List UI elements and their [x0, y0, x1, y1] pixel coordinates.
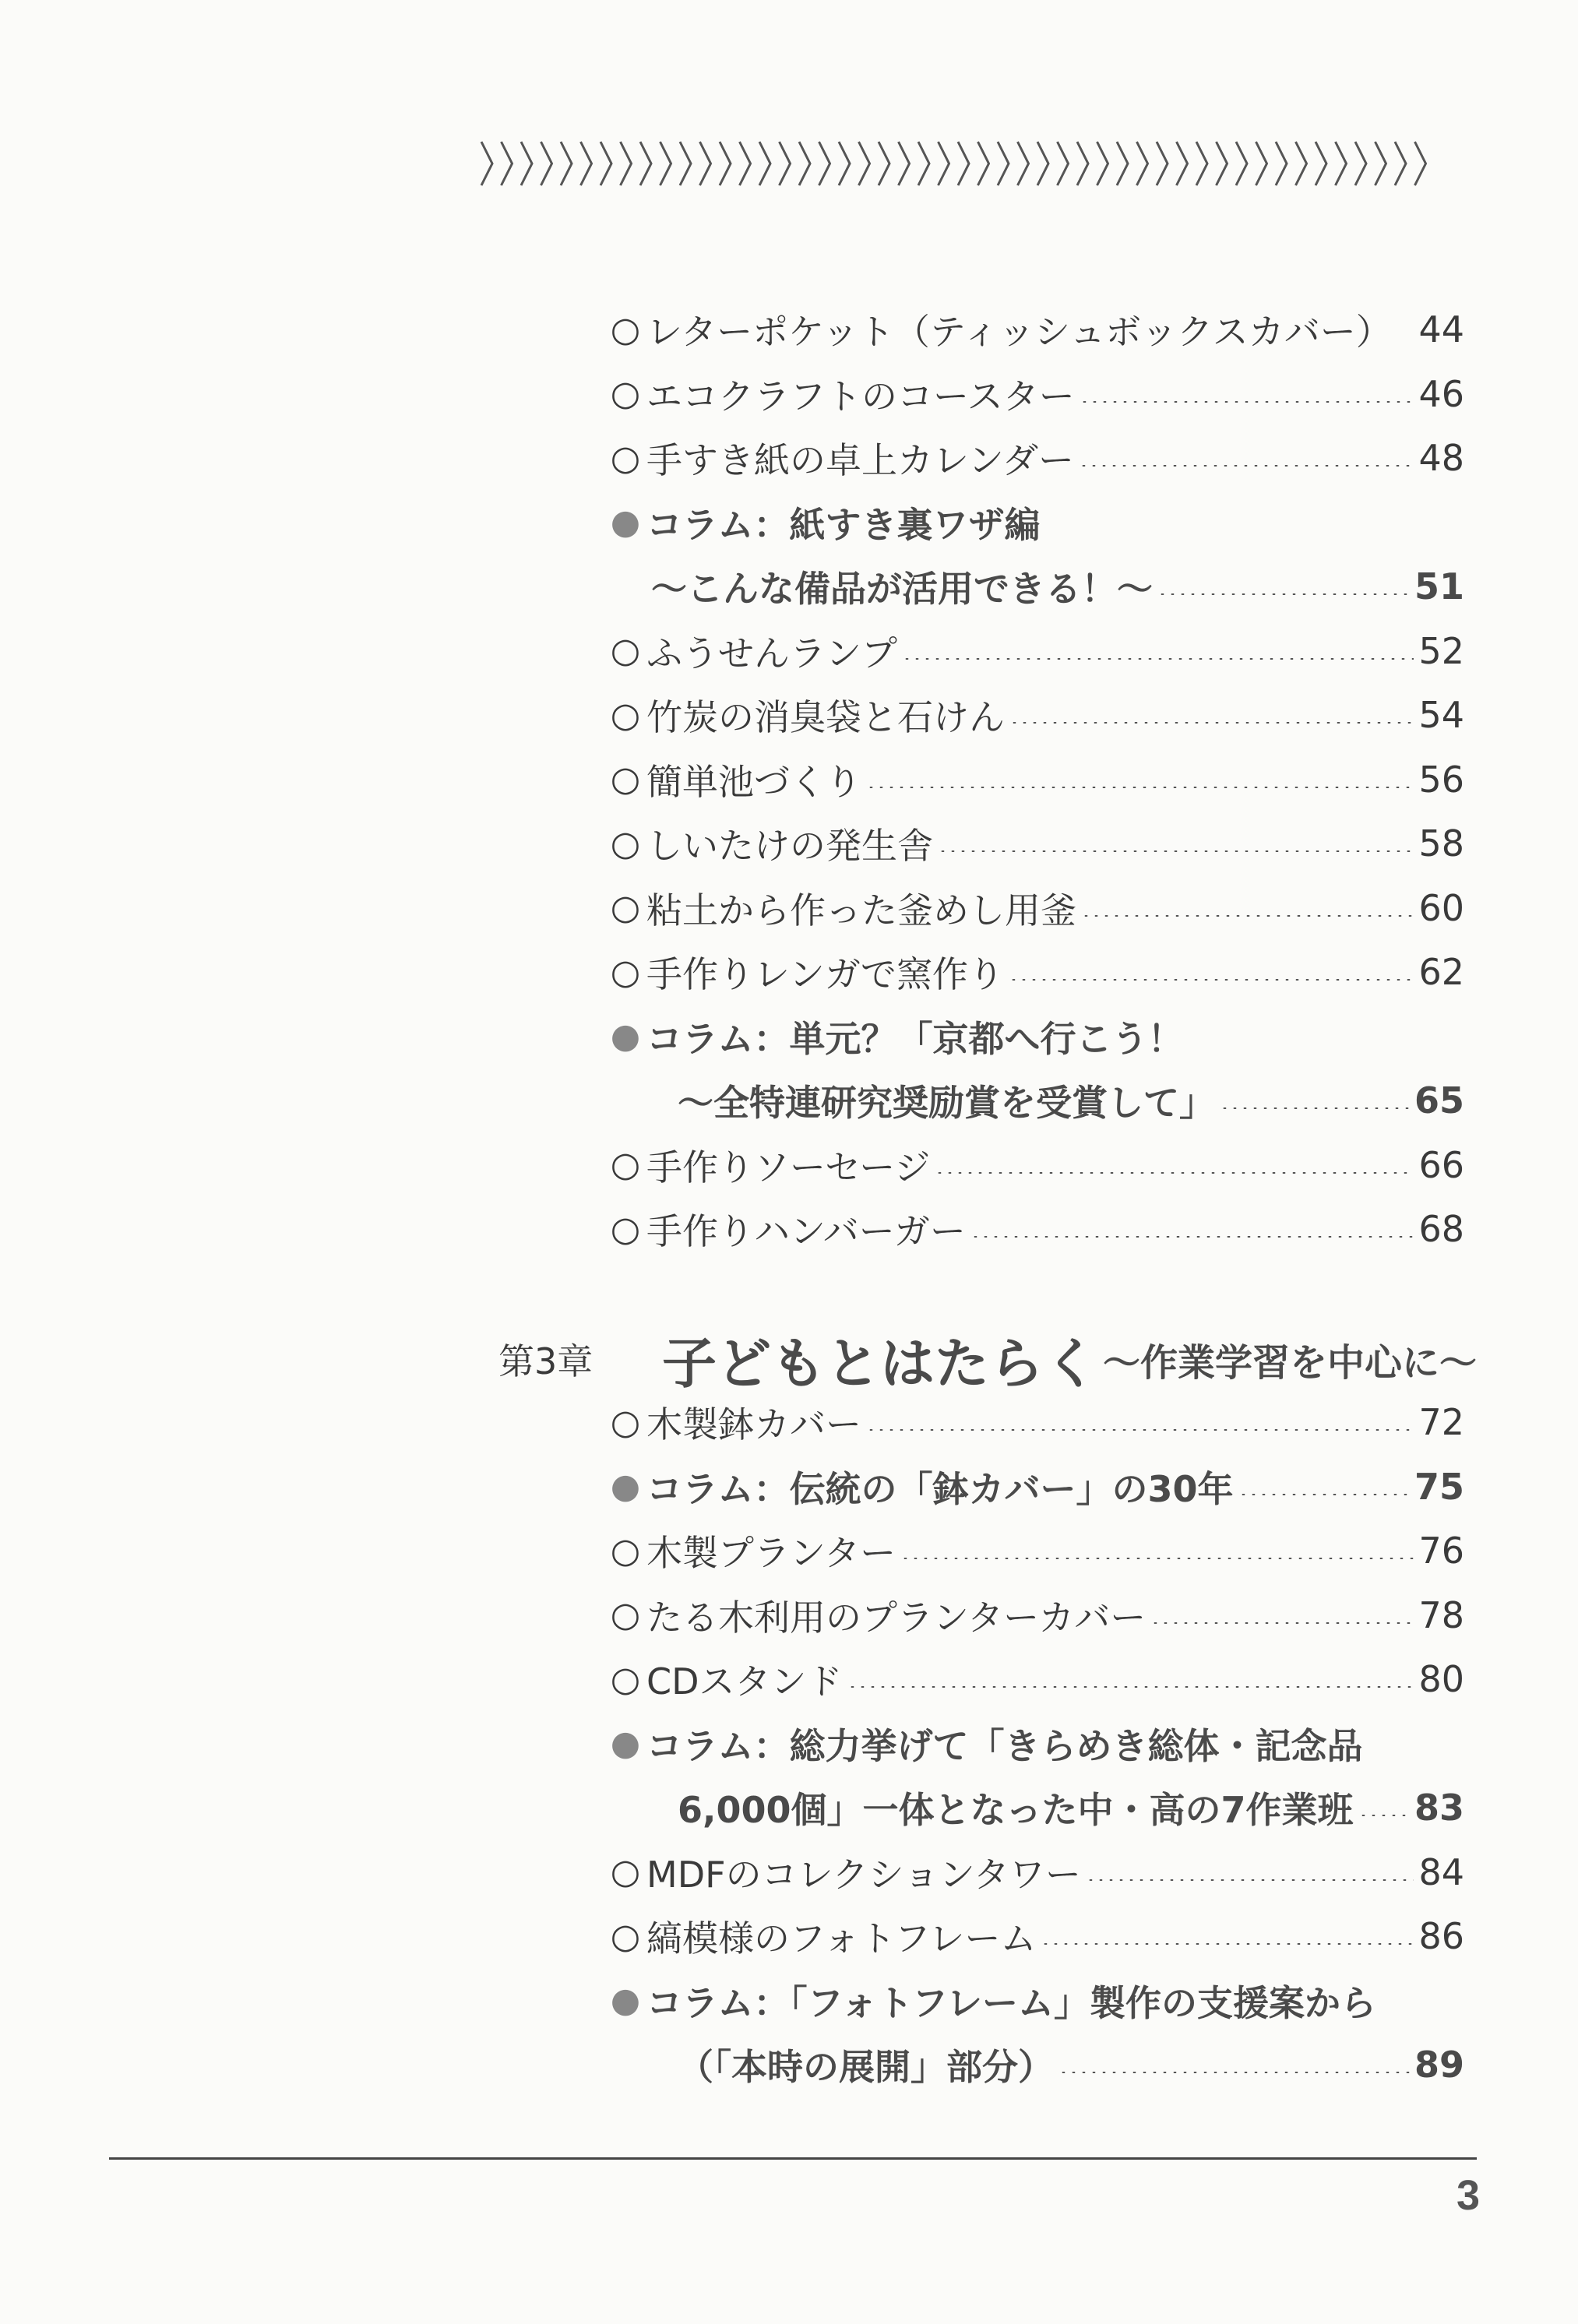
open-circle-icon: ○: [610, 1145, 641, 1185]
toc-entry-page: 83: [1414, 1787, 1464, 1829]
toc-entry-title: 簡単池づくり: [646, 760, 861, 803]
dot-leader: [1079, 465, 1414, 467]
toc-entry: [608, 1202, 1464, 1256]
toc-entry-page: 44: [1418, 308, 1464, 350]
toc-entry-title: 木製鉢カバー: [646, 1403, 861, 1445]
toc-entry-page: 68: [1418, 1208, 1464, 1250]
toc-entry: [608, 1588, 1464, 1643]
toc-column-entry: [608, 495, 1464, 550]
toc-entry-title: コラム：紙すき裏ワザ編: [646, 503, 1041, 546]
filled-circle-icon: ●: [610, 1724, 641, 1763]
toc-column-entry: [608, 1009, 1464, 1064]
toc-entry: [608, 881, 1464, 935]
toc-entry-title: ～全特連研究奨励賞を受賞して」: [678, 1082, 1215, 1124]
footer-rule: [109, 2157, 1477, 2160]
toc-entry: [608, 431, 1464, 485]
toc-entry-page: 52: [1418, 629, 1464, 672]
dot-leader: [1381, 2008, 1421, 2009]
dot-leader: [1189, 1044, 1421, 1045]
toc-entry-title: 木製プランター: [646, 1532, 896, 1574]
toc-entry-page: 80: [1418, 1658, 1464, 1700]
toc-column-entry: [678, 1780, 1464, 1835]
toc-entry-page: 54: [1418, 694, 1464, 736]
toc-column-entry: [608, 1460, 1464, 1514]
filled-circle-icon: ●: [610, 1467, 641, 1506]
toc-column-entry: [608, 1717, 1464, 1771]
toc-entry-page: 76: [1418, 1530, 1464, 1572]
dot-leader: [1041, 1943, 1414, 1945]
dot-leader: [938, 850, 1414, 852]
toc-entry-page: 58: [1418, 822, 1464, 864]
filled-circle-icon: ●: [610, 1981, 641, 2020]
open-circle-icon: ○: [610, 1659, 641, 1699]
toc-entry: [608, 367, 1464, 421]
toc-column-entry: [678, 1073, 1464, 1128]
toc-entry: [608, 752, 1464, 807]
open-circle-icon: ○: [610, 1595, 641, 1635]
chapter-number: 第3章: [498, 1340, 594, 1382]
dot-leader: [847, 1686, 1414, 1688]
toc-entry-title: 手作りソーセージ: [646, 1146, 931, 1188]
open-circle-icon: ○: [610, 888, 641, 928]
toc-entry-title: 粘土から作った釜めし用釜: [646, 889, 1076, 931]
dot-leader: [1368, 1751, 1421, 1752]
toc-entry-page: 48: [1418, 437, 1464, 479]
dot-leader: [1358, 1815, 1410, 1816]
toc-entry: [608, 1845, 1464, 1900]
toc-entry: [608, 624, 1464, 678]
dot-leader: [1081, 915, 1414, 917]
dot-leader: [900, 1558, 1414, 1559]
toc-entry-title: 手作りハンバーガー: [646, 1210, 966, 1252]
dot-leader: [866, 1429, 1414, 1431]
toc-entry-title: 手作りレンガで窯作り: [646, 953, 1004, 995]
dot-leader: [1045, 530, 1421, 531]
toc-entry-page: 78: [1418, 1593, 1464, 1636]
page-number: 3: [1456, 2172, 1480, 2219]
toc-entry-title: 竹炭の消臭袋と石けん: [646, 696, 1005, 738]
open-circle-icon: ○: [610, 309, 641, 350]
toc-entry-title: ふうせんランプ: [646, 632, 897, 674]
dot-leader: [866, 787, 1414, 788]
toc-entry-page: 56: [1418, 758, 1464, 801]
open-circle-icon: ○: [610, 438, 641, 478]
open-circle-icon: ○: [610, 1916, 641, 1956]
filled-circle-icon: ●: [610, 1016, 641, 1056]
dot-leader: [1086, 1879, 1414, 1881]
toc-entry-page: 72: [1418, 1401, 1464, 1443]
dot-leader: [1058, 2072, 1410, 2073]
toc-entry-page: 84: [1418, 1850, 1464, 1893]
open-circle-icon: ○: [610, 631, 641, 671]
chevron-border-ornament: [478, 132, 1444, 195]
open-circle-icon: ○: [610, 823, 641, 864]
filled-circle-icon: ●: [610, 502, 641, 542]
toc-entry-title: MDFのコレクションタワー: [646, 1853, 1081, 1896]
toc-entry-page: 89: [1414, 2044, 1464, 2086]
dot-leader: [1238, 1494, 1410, 1495]
dot-leader: [1150, 1622, 1414, 1624]
toc-entry: [608, 945, 1464, 999]
open-circle-icon: ○: [610, 1852, 641, 1892]
toc-entry-title: コラム：伝統の「鉢カバー」の30年: [646, 1467, 1234, 1510]
dot-leader: [1220, 1107, 1410, 1109]
toc-column-entry: [608, 1974, 1464, 2028]
toc-entry-title: 手すき紙の卓上カレンダー: [646, 439, 1075, 481]
toc-entry: [608, 302, 1464, 357]
toc-entry-title: 6,000個」一体となった中・高の7作業班: [678, 1789, 1354, 1831]
dot-leader: [970, 1236, 1414, 1238]
toc-entry: [608, 688, 1464, 742]
dot-leader: [1157, 593, 1410, 595]
chapter-heading: [498, 1316, 1511, 1402]
dot-leader: [1397, 336, 1414, 338]
dot-leader: [1080, 401, 1414, 403]
open-circle-icon: ○: [610, 374, 641, 414]
open-circle-icon: ○: [610, 1209, 641, 1249]
toc-entry-title: コラム：「フォトフレーム」製作の支援案から: [646, 1981, 1377, 2024]
toc-entry-page: 86: [1418, 1915, 1464, 1957]
toc-entry-title: （「本時の展開」部分）: [678, 2046, 1054, 2088]
open-circle-icon: ○: [610, 695, 641, 735]
toc-entry-page: 62: [1418, 951, 1464, 993]
toc-entry-page: 46: [1418, 372, 1464, 415]
dot-leader: [902, 658, 1414, 660]
dot-leader: [935, 1172, 1414, 1174]
toc-entry-page: 66: [1418, 1143, 1464, 1186]
dot-leader: [1009, 979, 1414, 981]
open-circle-icon: ○: [610, 1530, 641, 1571]
toc-entry-page: 51: [1414, 565, 1464, 607]
dot-leader: [1009, 722, 1414, 724]
open-circle-icon: ○: [610, 1402, 641, 1442]
toc-entry: [608, 1909, 1464, 1963]
toc-entry-title: 縞模様のフォトフレーム: [646, 1917, 1037, 1960]
toc-entry-title: コラム：総力挙げて「きらめき総体・記念品: [646, 1724, 1363, 1767]
toc-entry: [608, 1523, 1464, 1578]
toc-entry-title: CDスタンド: [646, 1660, 843, 1703]
toc-entry-title: しいたけの発生舎: [646, 825, 933, 867]
toc-entry: [608, 1652, 1464, 1706]
toc-entry: [608, 1138, 1464, 1192]
toc-entry-title: レターポケット（ティッシュボックスカバー）: [646, 311, 1392, 353]
toc-entry-page: 65: [1414, 1079, 1464, 1122]
open-circle-icon: ○: [610, 759, 641, 799]
toc-entry: [608, 1395, 1464, 1449]
toc-entry-page: 75: [1414, 1465, 1464, 1508]
chapter-subtitle: ～作業学習を中心に～: [1103, 1340, 1478, 1385]
toc-entry-title: ～こんな備品が活用できる！～: [651, 568, 1153, 610]
toc-column-entry: [651, 559, 1464, 614]
toc-entry-page: 60: [1418, 886, 1464, 929]
chapter-title: 子どもとはたらく: [662, 1331, 1098, 1396]
toc-entry-title: たる木利用のプランターカバー: [646, 1596, 1147, 1639]
toc-entry-title: エコクラフトのコースター: [646, 375, 1075, 417]
open-circle-icon: ○: [610, 952, 641, 992]
toc-column-entry: [678, 2037, 1464, 2092]
toc-entry-title: コラム：単元？「京都へ行こう！: [646, 1017, 1184, 1060]
toc-entry: [608, 816, 1464, 871]
